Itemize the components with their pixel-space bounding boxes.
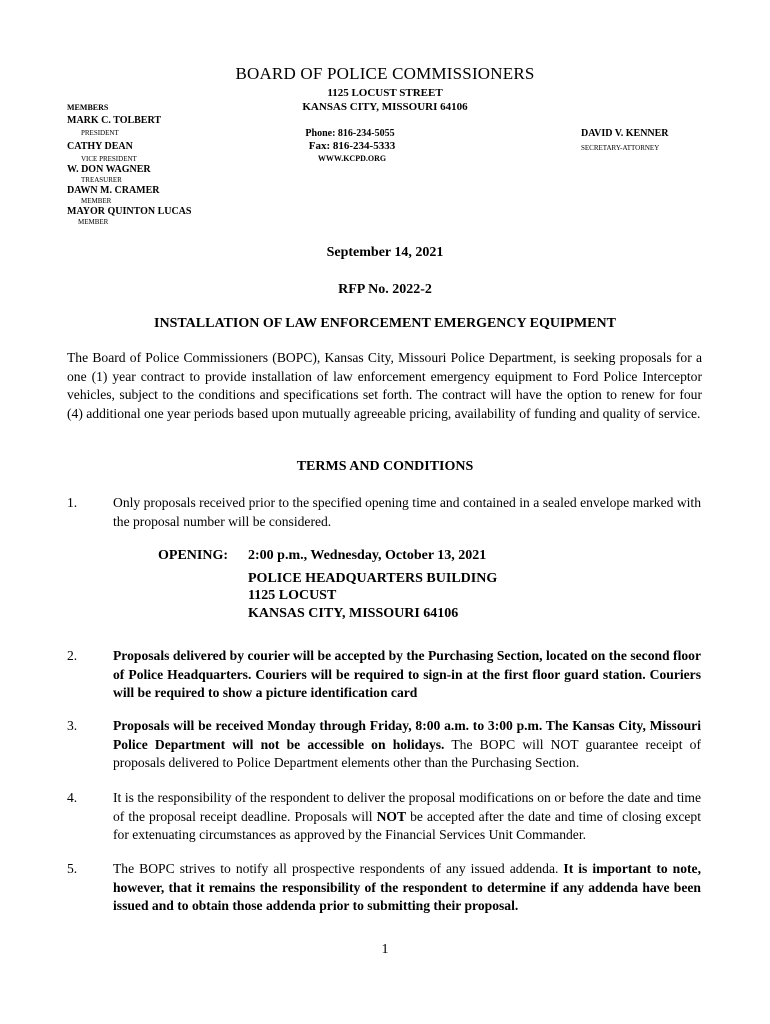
member-name: MAYOR QUINTON LUCAS bbox=[67, 206, 192, 217]
item-text: Only proposals received prior to the specified opening time and contained in a sealed envelope marked with the proposal number will be considered. bbox=[113, 495, 701, 529]
member-name: CATHY DEAN bbox=[67, 141, 133, 152]
page-number: 1 bbox=[381, 942, 389, 957]
item-number: 1. bbox=[67, 495, 78, 510]
subject-heading: INSTALLATION OF LAW ENFORCEMENT EMERGENCY EQUIPMENT bbox=[154, 316, 616, 331]
item-text: The BOPC will NOT guarantee receipt of proposals delivered to Police Department elements other than the Purchasing Section. bbox=[113, 736, 701, 771]
opening-time: 2:00 p.m., Wednesday, October 13, 2021 bbox=[248, 548, 487, 563]
rfp-number: RFP No. 2022-2 bbox=[338, 282, 432, 297]
opening-street: 1125 LOCUST bbox=[248, 588, 337, 603]
members-label: MEMBERS bbox=[67, 103, 109, 112]
item-number: 5. bbox=[67, 861, 78, 876]
opening-building: POLICE HEADQUARTERS BUILDING bbox=[248, 571, 498, 586]
board-title: BOARD OF POLICE COMMISSIONERS bbox=[235, 64, 535, 83]
item-number: 4. bbox=[67, 790, 78, 805]
phone-number: Phone: 816-234-5055 bbox=[305, 128, 395, 139]
item-text: It is the responsibility of the respondent to deliver the proposal modifications on or before the date and time of the proposal receipt deadline. Proposals will bbox=[113, 790, 701, 824]
term-item-2 bbox=[113, 647, 701, 703]
member-role: VICE PRESIDENT bbox=[81, 155, 137, 163]
item-bold-text: It is important to note, however, that it remains the responsibility of the respondent to determine if any addenda have been issued and to obtain those addenda prior to submitting their proposal. bbox=[113, 861, 701, 914]
secretary-name: DAVID V. KENNER bbox=[581, 128, 669, 139]
city-address: KANSAS CITY, MISSOURI 64106 bbox=[302, 101, 468, 113]
item-number: 2. bbox=[67, 648, 78, 663]
item-bold-text: NOT bbox=[376, 808, 407, 824]
item-text: The BOPC strives to notify all prospective respondents of any issued addenda. bbox=[113, 861, 564, 876]
item-text: be accepted after the date and time of closing except for extenuating circumstances as approved by the Financial Services Unit Commander. bbox=[113, 808, 701, 843]
member-name: MARK C. TOLBERT bbox=[67, 115, 162, 126]
item-bold-text: Proposals delivered by courier will be accepted by the Purchasing Section, located on the second floor of Police Headquarters. Couriers will be required to sign-in at the first floor guard station. Couriers will be required to show a picture identification card bbox=[113, 648, 701, 701]
member-name: W. DON WAGNER bbox=[67, 164, 151, 175]
term-item-1 bbox=[113, 494, 701, 531]
member-role: PRESIDENT bbox=[81, 129, 119, 137]
fax-number: Fax: 816-234-5333 bbox=[308, 140, 396, 152]
member-role: TREASURER bbox=[81, 176, 122, 184]
opening-label: OPENING: bbox=[158, 548, 228, 563]
secretary-role: SECRETARY-ATTORNEY bbox=[581, 144, 660, 152]
term-item-3 bbox=[113, 717, 701, 773]
item-bold-text: Proposals will be received Monday through Friday, 8:00 a.m. to 3:00 p.m. The Kansas City, Missouri Police Department will not be accessible on holidays. bbox=[113, 718, 701, 752]
street-address: 1125 LOCUST STREET bbox=[327, 87, 443, 99]
letter-date: September 14, 2021 bbox=[326, 245, 444, 260]
member-name: DAWN M. CRAMER bbox=[67, 185, 160, 196]
intro-paragraph: The Board of Police Commissioners (BOPC), Kansas City, Missouri Police Department, is seeking proposals for a one (1) year contract to provide installation of law enforcement emergency equipment to Ford Police Interceptor vehicles, subject to the conditions and specifications set forth. The contract will have the option to renew for four (4) additional one year periods based upon mutually agreeable pricing, availability of funding and quality of service. bbox=[67, 350, 702, 421]
term-item-4 bbox=[113, 789, 701, 845]
member-role: MEMBER bbox=[78, 218, 109, 226]
item-number: 3. bbox=[67, 718, 78, 733]
term-item-5 bbox=[113, 860, 701, 916]
website: WWW.KCPD.ORG bbox=[317, 154, 387, 163]
member-role: MEMBER bbox=[81, 197, 112, 205]
terms-heading: TERMS AND CONDITIONS bbox=[296, 459, 474, 474]
opening-city: KANSAS CITY, MISSOURI 64106 bbox=[248, 606, 459, 621]
